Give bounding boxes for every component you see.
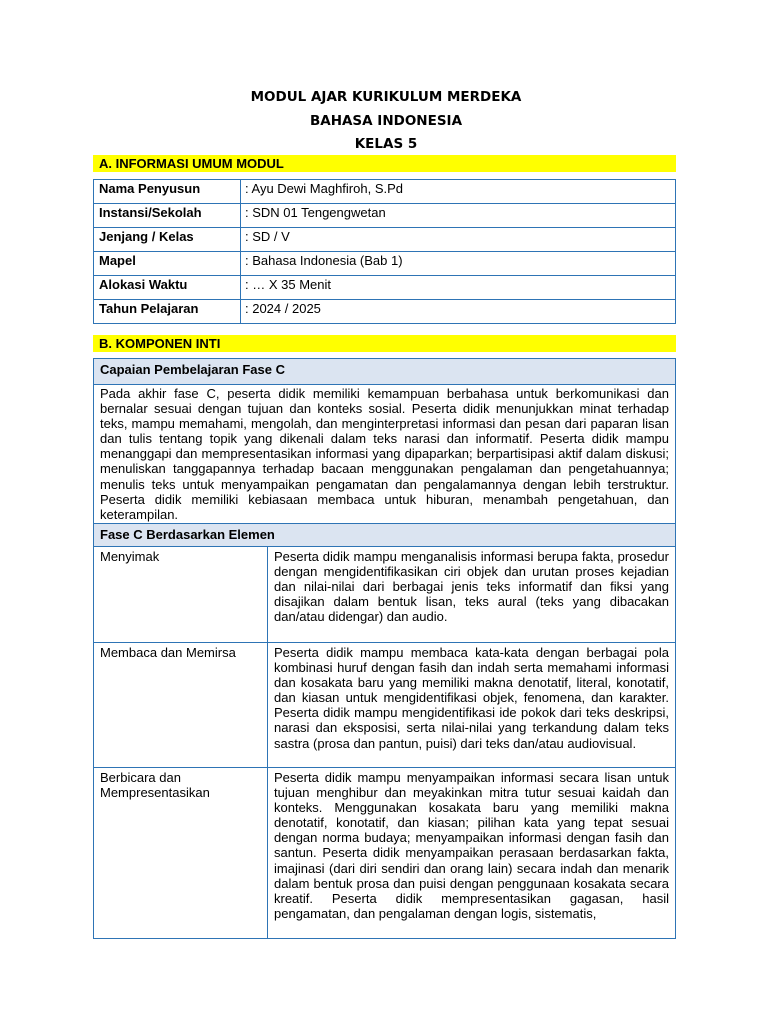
info-label: Alokasi Waktu <box>94 276 241 300</box>
info-value: : Ayu Dewi Maghfiroh, S.Pd <box>241 180 676 204</box>
info-label: Jenjang / Kelas <box>94 228 241 252</box>
capaian-text: Pada akhir fase C, peserta didik memiliki kemampuan berbahasa untuk berkomunikasi dan bernalar sesuai dengan tujuan dan konteks sosial. Peserta didik menunjukkan minat terhadap teks, mampu memahami, mengolah, dan menginterpretasi informasi dan pesan dari paparan lisan dan tulis tentang topik yang dikenali dalam teks narasi dan informatif. Peserta didik mampu menanggapi dan mempresentasikan informasi yang dipaparkan; berpartisipasi aktif dalam diskusi; menuliskan tanggapannya terhadap bacaan menggunakan pengalaman dan pengetahuannya; menulis teks untuk menyampaikan pengamatan dan pengalamannya dengan lebih terstruktur. Peserta didik memiliki kebiasaan membaca untuk hiburan, menambah pengetahuan, dan keterampilan. <box>100 386 669 522</box>
elemen-name: Berbicara dan Mempresentasikan <box>94 768 268 939</box>
table-row <box>94 228 676 252</box>
info-value: : SD / V <box>241 228 676 252</box>
elemen-desc: Peserta didik mampu menganalisis informasi berupa fakta, prosedur dengan mengidentifikasikan ciri objek dan urutan proses kejadian dan nilai-nilai dari berbagai jenis teks informatif dan fiksi yang disajikan dalam bentuk lisan, teks aural (teks yang dibacakan dan/atau didengar) dan audio. <box>268 547 676 643</box>
elemen-heading: Fase C Berdasarkan Elemen <box>94 523 675 546</box>
table-row <box>94 276 676 300</box>
elemen-name: Membaca dan Memirsa <box>94 643 268 768</box>
table-row <box>94 204 676 228</box>
elemen-name: Menyimak <box>94 547 268 643</box>
info-value: : Bahasa Indonesia (Bab 1) <box>241 252 676 276</box>
general-info-table <box>93 179 676 324</box>
table-row <box>94 547 676 643</box>
subject-title: BAHASA INDONESIA <box>309 112 463 129</box>
info-label: Mapel <box>94 252 241 276</box>
elemen-table <box>93 546 676 939</box>
info-value: : SDN 01 Tengengwetan <box>241 204 676 228</box>
capaian-box <box>93 358 676 547</box>
module-title: MODUL AJAR KURIKULUM MERDEKA <box>250 89 522 105</box>
table-row <box>94 643 676 768</box>
section-a-heading: A. INFORMASI UMUM MODUL <box>93 155 676 172</box>
elemen-desc: Peserta didik mampu menyampaikan informasi secara lisan untuk tujuan menghibur dan meyakinkan mitra tutur sesuai kaidah dan konteks. Menggunakan kosakata baru yang memiliki makna denotatif, konotatif, dan kiasan; pilihan kata yang tepat sesuai dengan norma budaya; menyampaikan informasi dengan fasih dan santun. Peserta didik menyampaikan perasaan berdasarkan fakta, imajinasi (dari diri sendiri dan orang lain) secara indah dan menarik dalam bentuk prosa dan puisi dengan penggunaan kosakata secara kreatif. Peserta didik mempresentasikan gagasan, hasil pengamatan, dan pengalaman dengan logis, sistematis, <box>268 768 676 939</box>
info-value: : 2024 / 2025 <box>241 300 676 324</box>
class-title: KELAS 5 <box>354 136 418 152</box>
table-row <box>94 252 676 276</box>
elemen-desc: Peserta didik mampu membaca kata-kata dengan berbagai pola kombinasi huruf dengan fasih dan indah serta memahami informasi dan kosakata baru yang memiliki makna denotatif, literal, konotatif, dan kiasan untuk mengidentifikasi objek, fenomena, dan karakter. Peserta didik mampu mengidentifikasi ide pokok dari teks deskripsi, narasi dan eksposisi, serta nilai-nilai yang terkandung dalam teks sastra (prosa dan pantun, puisi) dari teks dan/atau audiovisual. <box>268 643 676 768</box>
info-label: Instansi/Sekolah <box>94 204 241 228</box>
table-row <box>94 768 676 939</box>
capaian-heading: Capaian Pembelajaran Fase C <box>94 359 675 385</box>
table-row <box>94 180 676 204</box>
section-b-heading: B. KOMPONEN INTI <box>93 335 676 352</box>
document-title-block <box>0 86 768 157</box>
info-value: : … X 35 Menit <box>241 276 676 300</box>
info-label: Tahun Pelajaran <box>94 300 241 324</box>
table-row <box>94 300 676 324</box>
info-label: Nama Penyusun <box>94 180 241 204</box>
